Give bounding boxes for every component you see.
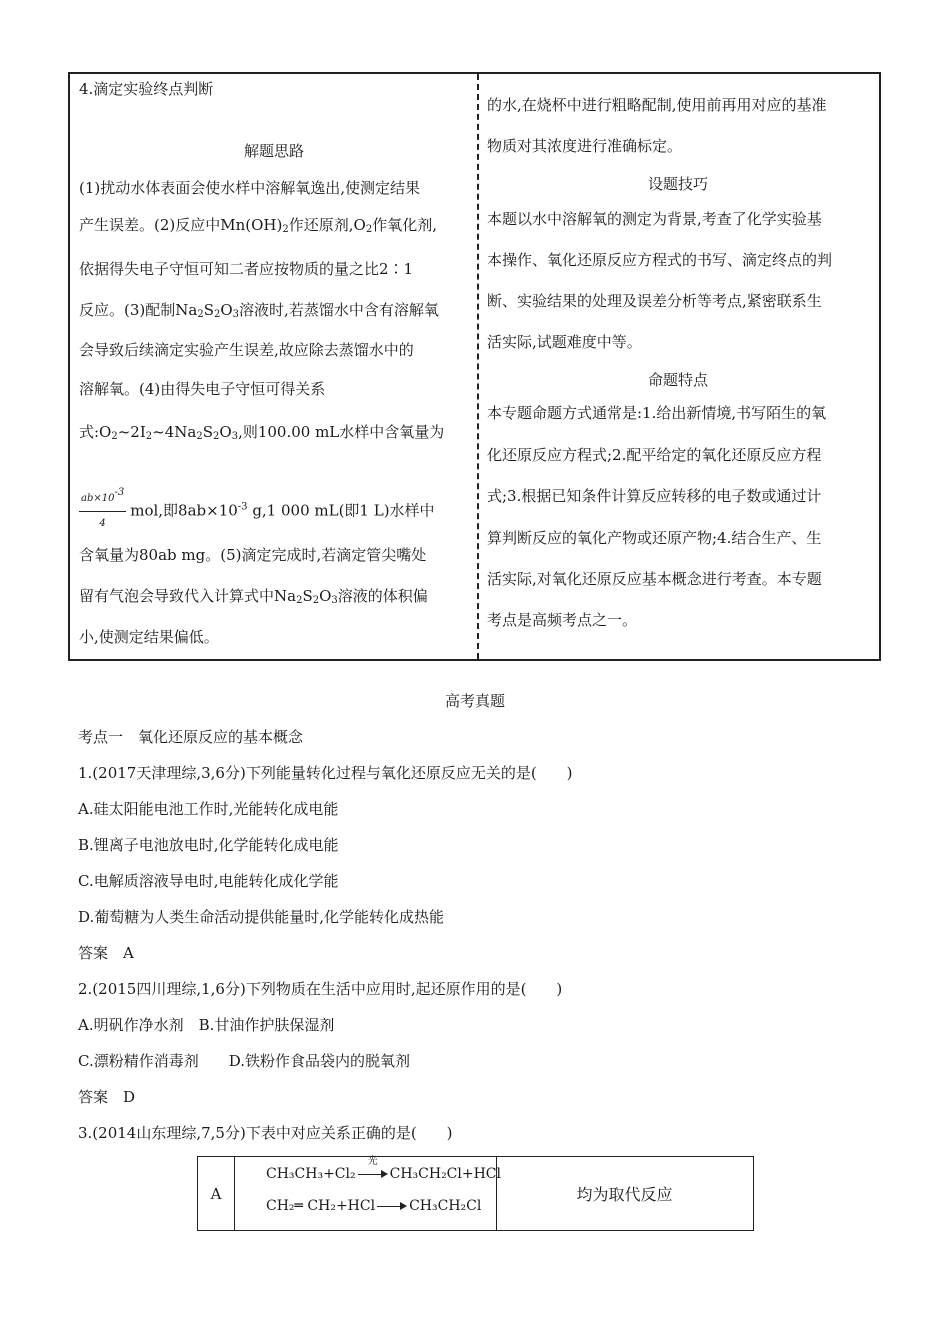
option: A.硅太阳能电池工作时,光能转化成电能 xyxy=(78,800,339,818)
column-divider xyxy=(477,74,479,659)
left-line: 含氧量为80ab mg。(5)滴定完成时,若滴定管尖嘴处 xyxy=(79,546,427,564)
left-line: 反应。(3)配制$Na_2S_2O_3$溶液时,若蒸馏水中含有溶解氧 xyxy=(79,301,439,320)
left-line: 产生误差。(2)反应中$Mn(OH)_2$作还原剂$,O_2$作氧化剂, xyxy=(79,216,437,235)
option: D.葡萄糖为人类生命活动提供能量时,化学能转化成热能 xyxy=(78,908,445,926)
left-heading: 解题思路 xyxy=(243,142,304,160)
topic-title: 考点一 氧化还原反应的基本概念 xyxy=(78,728,304,746)
question-table xyxy=(197,1156,754,1231)
left-line: (1)扰动水体表面会使水样中溶解氧逸出,使测定结果 xyxy=(79,179,421,197)
question-stem: 3.(2014山东理综,7,5分)下表中对应关系正确的是( ) xyxy=(78,1124,453,1142)
right-line: 本题以水中溶解氧的测定为背景,考查了化学实验基 xyxy=(487,210,822,228)
left-line: 依据得失电子守恒可知二者应按物质的量之比2∶1 xyxy=(79,260,414,278)
equations-cell xyxy=(234,1156,501,1230)
right-line: 算判断反应的氧化产物或还原产物;4.结合生产、生 xyxy=(487,529,822,547)
left-line: 溶解氧。(4)由得失电子守恒可得关系 xyxy=(79,380,326,398)
analysis-box xyxy=(68,72,881,661)
right-line: 活实际,对氧化还原反应基本概念进行考查。本专题 xyxy=(487,570,822,588)
equation: CH₃CH₃+Cl₂ 光 CH₃CH₂Cl+HCl xyxy=(266,1156,501,1182)
arrow-icon xyxy=(377,1201,407,1211)
left-line: 会导致后续滴定实验产生误差,故应除去蒸馏水中的 xyxy=(79,341,414,359)
left-line: 小,使测定结果偏低。 xyxy=(79,628,219,646)
equation: CH₂═ CH₂+HCl CH₃CH₂Cl xyxy=(266,1198,482,1214)
option: C.电解质溶液导电时,电能转化成化学能 xyxy=(78,872,339,890)
section-title: 高考真题 xyxy=(444,692,505,710)
right-line: 的水,在烧杯中进行粗略配制,使用前再用对应的基准 xyxy=(487,96,827,114)
right-line: 物质对其浓度进行准确标定。 xyxy=(487,137,683,155)
right-line: 活实际,试题难度中等。 xyxy=(487,333,642,351)
conclusion-cell: 均为取代反应 xyxy=(576,1185,673,1204)
answer: 答案 A xyxy=(78,944,134,962)
right-line: 式;3.根据已知条件计算反应转移的电子数或通过计 xyxy=(487,487,822,505)
answer: 答案 D xyxy=(78,1088,136,1106)
right-line: 考点是高频考点之一。 xyxy=(487,611,638,629)
right-heading: 设题技巧 xyxy=(647,175,708,193)
option: B.锂离子电池放电时,化学能转化成电能 xyxy=(78,836,339,854)
right-line: 本操作、氧化还原反应方程式的书写、滴定终点的判 xyxy=(487,251,833,269)
right-line: 本专题命题方式通常是:1.给出新情境,书写陌生的氧 xyxy=(487,404,827,422)
question-stem: 1.(2017天津理综,3,6分)下列能量转化过程与氧化还原反应无关的是( ) xyxy=(78,764,573,782)
left-line: 4.滴定实验终点判断 xyxy=(79,80,214,98)
table-row-label: A xyxy=(198,1157,235,1230)
right-line: 断、实验结果的处理及误差分析等考点,紧密联系生 xyxy=(487,292,822,310)
option: C.漂粉精作消毒剂 D.铁粉作食品袋内的脱氧剂 xyxy=(78,1052,410,1070)
option: A.明矾作净水剂 B.甘油作护肤保湿剂 xyxy=(78,1016,335,1034)
left-line: 式$:O_2\sim 2I_2\sim 4Na_2S_2O_3$,则100.00 mL水样中含氧量为 xyxy=(79,423,445,442)
fraction: $\frac{ab\times 10^{-3}}{4}$ xyxy=(81,487,125,529)
question-stem: 2.(2015四川理综,1,6分)下列物质在生活中应用时,起还原作用的是( ) xyxy=(78,980,563,998)
right-line: 化还原反应方程式;2.配平给定的氧化还原反应方程 xyxy=(487,446,822,464)
right-heading: 命题特点 xyxy=(647,371,708,389)
left-line: 留有气泡会导致代入计算式中$Na_2S_2O_3$溶液的体积偏 xyxy=(79,587,428,606)
left-line: $\frac{ab\times 10^{-3}}{4}$ mol,即$8ab\times 10^{-3}$ g,1 000 mL(即1 L)水样中 xyxy=(79,488,435,535)
arrow-icon: 光 xyxy=(358,1169,388,1179)
